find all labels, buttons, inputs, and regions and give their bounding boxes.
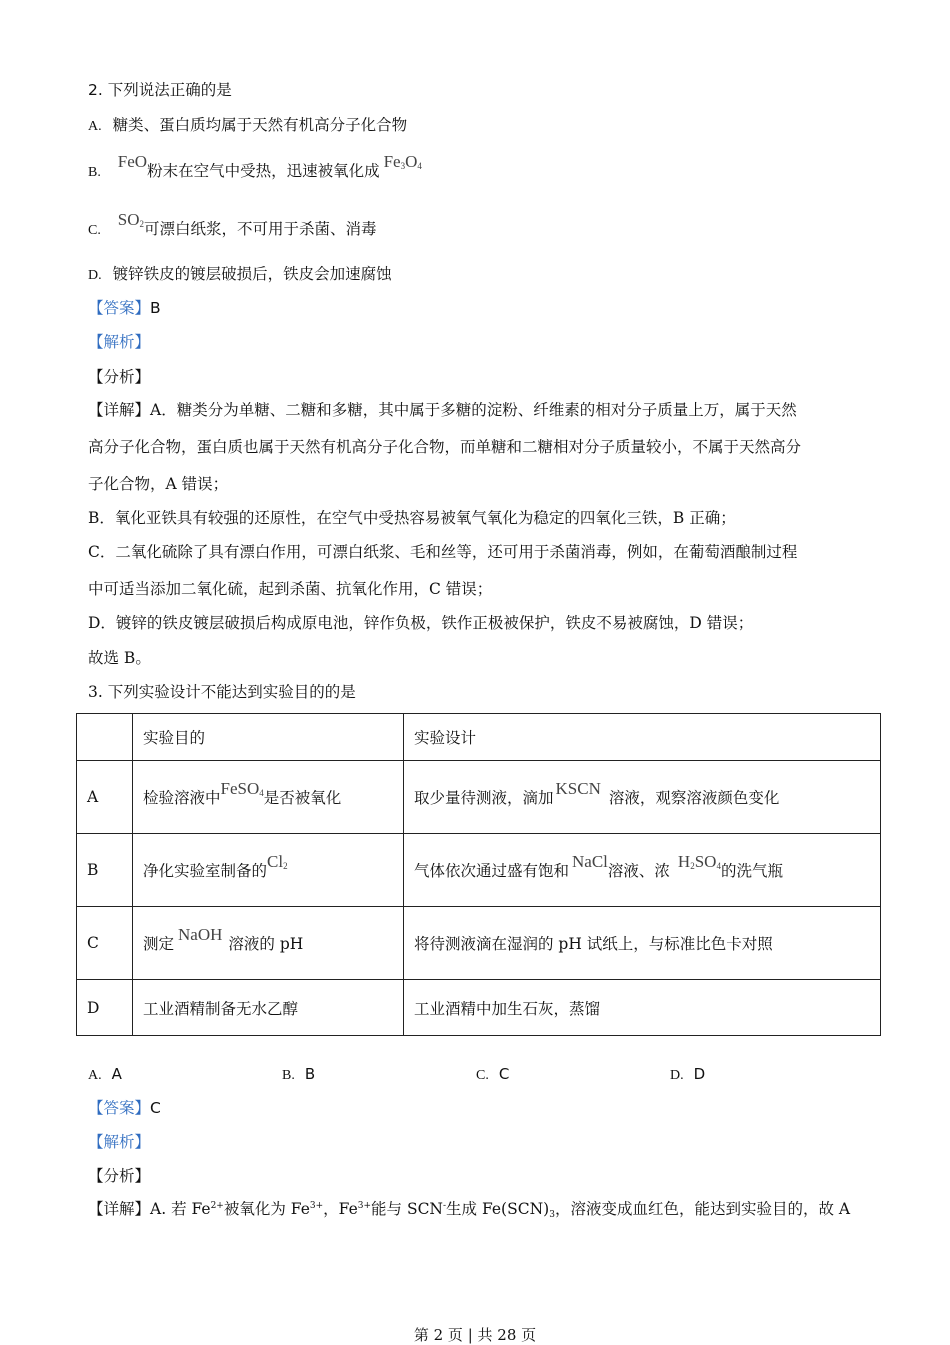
q3-choice-c: C. C xyxy=(476,1065,510,1083)
row-purpose: 工业酒精制备无水乙醇 xyxy=(133,980,404,1036)
option-text: 镀锌铁皮的镀层破损后，铁皮会加速腐蚀 xyxy=(112,265,392,283)
q2-detail-line: 【详解】A．糖类分为单糖、二糖和多糖，其中属于多糖的淀粉、纤维素的相对分子质量上万，属于天然 xyxy=(88,401,797,419)
q3-choice-b: B. B xyxy=(282,1065,316,1083)
q2-detail-line: D．镀锌的铁皮镀层破损后构成原电池，锌作负极，铁作正极被保护，铁皮不易被腐蚀，D 错误； xyxy=(88,614,754,632)
option-label: D. xyxy=(88,268,102,283)
q3-choice-a: A. A xyxy=(88,1065,122,1083)
option-text: 可漂白纸浆，不可用于杀菌、消毒 xyxy=(144,220,377,238)
q2-detail-line: 子化合物，A 错误； xyxy=(88,475,229,493)
q2-option-b xyxy=(88,152,422,183)
q2-fenxi-tag: 【分析】 xyxy=(88,368,151,386)
row-key: D xyxy=(77,980,133,1036)
answer-tag: 【答案】 xyxy=(88,299,151,317)
option-label: B. xyxy=(88,165,101,180)
q2-option-d xyxy=(88,264,392,286)
detail-tag: 【详解】 xyxy=(88,1200,151,1218)
formula-h2so4: $H_2SO_4$ xyxy=(677,852,721,871)
answer-tag: 【答案】 xyxy=(88,1099,151,1117)
formula-feo: FeO xyxy=(117,152,148,171)
q2-stem: 2. 下列说法正确的是 xyxy=(88,81,232,99)
formula-feso4: FeSO$_4$ xyxy=(220,779,264,798)
row-purpose: 净化实验室制备的$Cl_2$ xyxy=(133,834,404,907)
q3-answer xyxy=(88,1098,161,1118)
row-purpose: 测定 NaOH 溶液的 pH xyxy=(133,907,404,980)
answer-value: C xyxy=(150,1099,161,1117)
row-key: B xyxy=(77,834,133,907)
row-design: 取少量待测液，滴加 KSCN 溶液，观察溶液颜色变化 xyxy=(404,761,881,834)
table-row xyxy=(77,907,881,980)
formula-kscn: KSCN xyxy=(555,779,601,798)
answer-value: B xyxy=(150,299,161,317)
q2-detail-line: B．氧化亚铁具有较强的还原性，在空气中受热容易被氧气氧化为稳定的四氧化三铁，B 正确； xyxy=(88,509,736,527)
q3-choice-d: D. D xyxy=(670,1065,706,1083)
q3-detail-line: 【详解】A. 若 $Fe^{2+}$被氧化为 $Fe^{3+}$，$Fe^{3+}$能与 SCN-生成 Fe(SCN)3，溶液变成血红色，能达到实验目的，故 A xyxy=(88,1200,851,1220)
q2-detail-line: 高分子化合物，蛋白质也属于天然有机高分子化合物，而单糖和二糖相对分子质量较小，不属于天然高分 xyxy=(88,438,802,456)
q2-answer xyxy=(88,298,161,318)
experiment-table xyxy=(76,713,881,1036)
formula-cl2: $Cl_2$ xyxy=(267,852,288,871)
q3-fenxi-tag: 【分析】 xyxy=(88,1167,151,1185)
row-purpose: 检验溶液中FeSO$_4$是否被氧化 xyxy=(133,761,404,834)
q3-analysis-tag: 【解析】 xyxy=(88,1133,151,1151)
q2-analysis-tag: 【解析】 xyxy=(88,333,151,351)
option-text: 糖类、蛋白质均属于天然有机高分子化合物 xyxy=(112,116,408,134)
table-header-row xyxy=(77,714,881,761)
row-design: 工业酒精中加生石灰，蒸馏 xyxy=(404,980,881,1036)
detail-tag: 【详解】 xyxy=(88,401,151,419)
row-key: A xyxy=(77,761,133,834)
option-label: C. xyxy=(88,223,101,238)
q3-stem: 3. 下列实验设计不能达到实验目的的是 xyxy=(88,683,356,701)
q2-detail-line: 故选 B。 xyxy=(88,649,151,667)
formula-nacl: NaCl xyxy=(572,852,608,871)
table-header-cell xyxy=(77,714,133,761)
table-row xyxy=(77,761,881,834)
row-design: 将待测液滴在湿润的 pH 试纸上，与标准比色卡对照 xyxy=(404,907,881,980)
q2-detail-line: 中可适当添加二氧化硫，起到杀菌、抗氧化作用，C 错误； xyxy=(88,580,493,598)
formula-fe3o4: $Fe_3O_4$ xyxy=(383,152,422,171)
option-label: A. xyxy=(88,119,102,134)
table-header-cell: 实验目的 xyxy=(133,714,404,761)
table-row xyxy=(77,834,881,907)
formula-so2: $SO_2$ xyxy=(117,210,145,229)
table-header-cell: 实验设计 xyxy=(404,714,881,761)
page-footer: 第 2 页 | 共 28 页 xyxy=(413,1326,537,1344)
q2-detail-line: C．二氧化硫除了具有漂白作用，可漂白纸浆、毛和丝等，还可用于杀菌消毒，例如，在葡萄酒酿制过程 xyxy=(88,543,798,561)
q2-option-a xyxy=(88,115,407,137)
formula-naoh: NaOH xyxy=(178,925,223,944)
table-row xyxy=(77,980,881,1036)
q2-option-c xyxy=(88,210,377,241)
row-key: C xyxy=(77,907,133,980)
row-design: 气体依次通过盛有饱和 NaCl溶液、浓 $H_2SO_4$的洗气瓶 xyxy=(404,834,881,907)
option-text: 粉末在空气中受热，迅速被氧化成 xyxy=(147,162,380,180)
